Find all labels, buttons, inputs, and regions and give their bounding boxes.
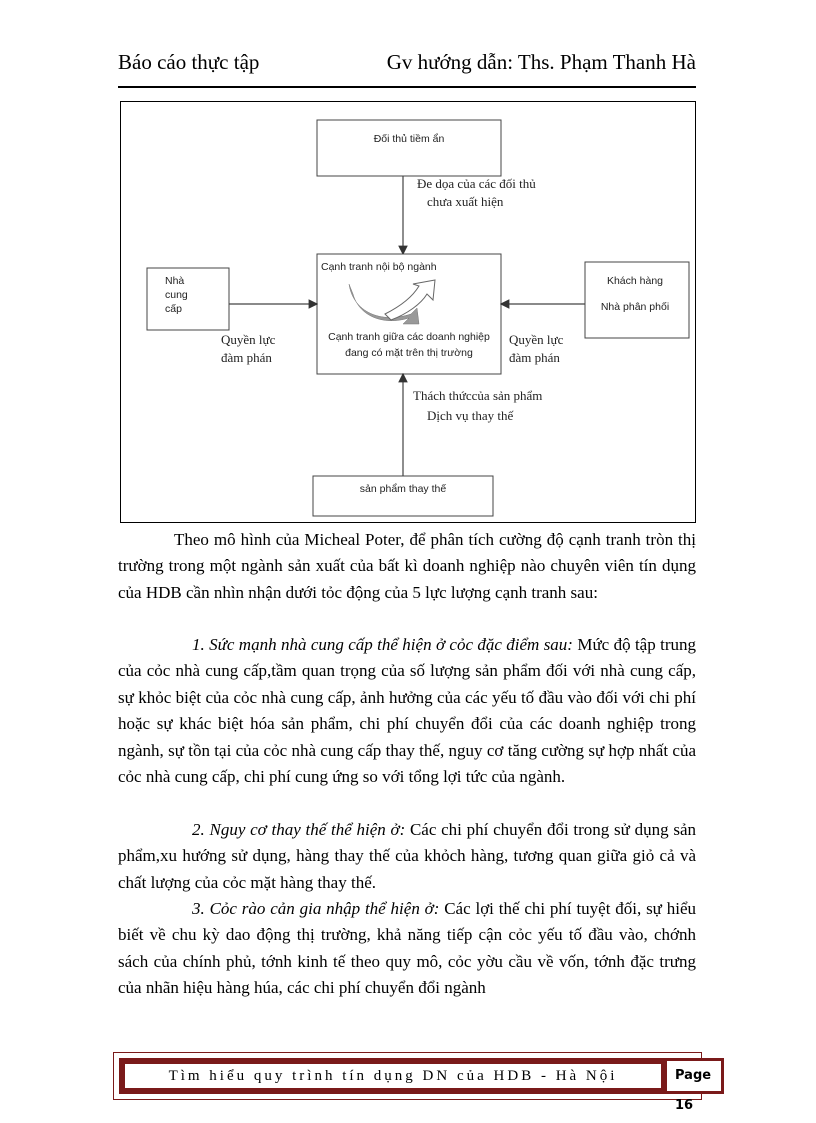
entry-barriers-heading: 3. Cỏc rào cản gia nhập thể hiện ở: [192,899,440,918]
page-number: Page 16 [664,1058,724,1094]
entry-barriers-paragraph [118,896,696,1002]
suppliers-label-3: cấp [165,303,182,315]
suppliers-label-2: cung [165,289,188,301]
potential-entrants-box [317,120,501,176]
threat-entrants-label-2: chưa xuất hiện [427,194,504,209]
potential-entrants-label: Đối thủ tiềm ẩn [373,133,445,145]
header-supervisor: Gv hướng dẫn: Ths. Phạm Thanh Hà [386,50,696,74]
buyer-power-label-2: đàm phán [509,350,560,365]
footer-title: Tìm hiểu quy trình tín dụng DN của HDB - Hà Nội [125,1064,661,1088]
substitutes-box [313,476,493,516]
buyer-power-label-1: Quyền lực [509,332,564,347]
substitutes-threat-label-2: Dịch vụ thay thế [427,408,514,423]
supplier-power-paragraph [118,632,696,790]
industry-rivalry-text-1: Cạnh tranh giữa các doanh nghiệp [328,331,490,343]
header-report-title: Báo cáo thực tập [118,50,260,74]
supplier-power-heading: 1. Sức mạnh nhà cung cấp thể hiện ở cỏc đặc điểm sau: [192,635,573,654]
page-footer [113,1052,702,1100]
substitutes-heading: 2. Nguy cơ thay thế thể hiện ở: [192,820,406,839]
porter-diagram [121,102,697,524]
industry-rivalry-title: Cạnh tranh nội bộ ngành [321,261,437,273]
suppliers-box [147,268,229,330]
header-divider [118,86,696,88]
entry-barriers-body: Các lợi thế chi phí tuyệt đối, sự hiểu biết về chu kỳ dao động thị trường, khả năng tiếp cận cỏc yếu tố đầu vào, chớnh sách của chính phủ, tớnh kinh tế theo quy mô, cỏc yờu cầu về vốn, tớnh đặc trưng của nhãn hiệu hàng húa, các chi phí chuyển đổi ngành [118,899,696,998]
substitutes-label: sản phẩm thay thế [359,483,447,495]
substitutes-threat-label-1: Thách thứccủa sản phẩm [413,388,543,403]
buyers-label-2: Nhà phân phối [600,301,670,313]
suppliers-label-1: Nhà [165,275,185,287]
supplier-power-label-2: đàm phán [221,350,272,365]
substitutes-body: Các chi phí chuyển đổi trong sử dụng sản phẩm,xu hướng sử dụng, hàng thay thế của khỏch hàng, tương quan giữa giỏ cả và chất lượng của cỏc mặt hàng thay thế. [118,820,696,892]
porter-five-forces-figure [120,101,696,523]
supplier-power-body: Mức độ tập trung của cỏc nhà cung cấp,tầm quan trọng của số lượng sản phẩm đối với nhà cung cấp, sự khỏc biệt của cỏc nhà cung cấp, ảnh hưởng của các yếu tố đầu vào đối với chi phí hoặc sự khác biệt hóa sản phẩm, chi phí chuyển đổi của các doanh nghiệp trong ngành, sự tồn tại của cỏc nhà cung cấp thay thế, nguy cơ tăng cường sự hợp nhất của cỏc nhà cung cấp, chi phí cung ứng so với tổng lợi tức của ngành. [118,635,696,787]
buyers-label-1: Khách hàng [606,275,664,287]
substitutes-paragraph [118,817,696,896]
industry-rivalry-text-2: đang có mặt trên thị trường [345,347,473,359]
buyers-box [585,262,689,338]
threat-entrants-label-1: Đe dọa của các đối thủ [417,176,536,191]
intro-paragraph: Theo mô hình của Micheal Poter, để phân tích cường độ cạnh tranh tròn thị trường trong một ngành sản xuất của bất kì doanh nghiệp nào chuyên viên tín dụng của HDB cần nhìn nhận dưới tỏc động của 5 lực lượng cạnh tranh sau: [118,530,696,602]
supplier-power-label-1: Quyền lực [221,332,276,347]
page-header [118,50,696,82]
